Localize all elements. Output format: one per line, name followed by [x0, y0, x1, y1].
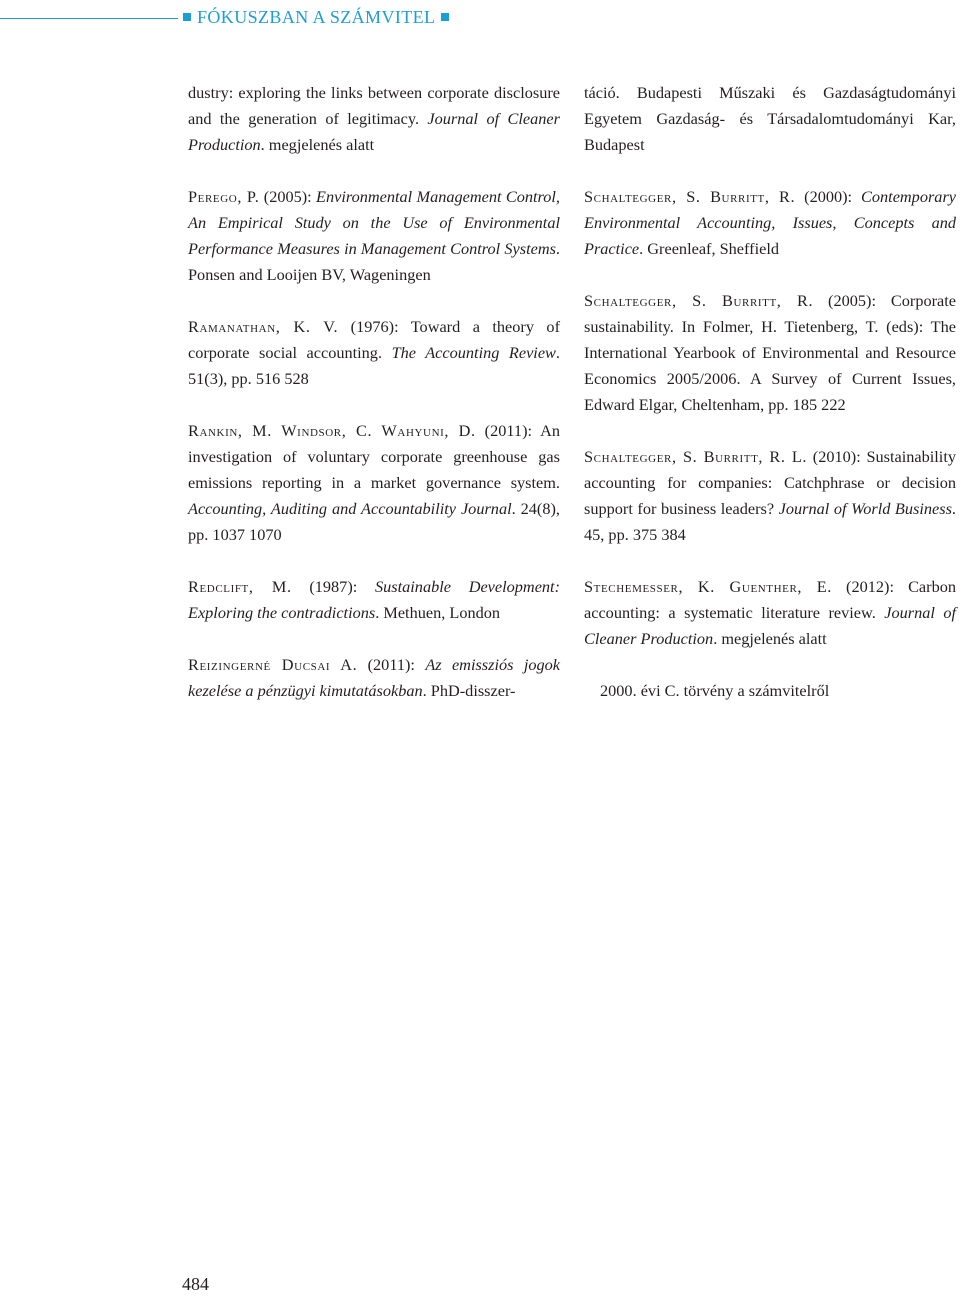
- ref-title: Environmental Management Control, An Empirical Study on the Use of Environmental Performance Measures in Management Control Systems: [188, 187, 560, 258]
- ref-journal: Journal of World Business: [778, 499, 952, 518]
- left-column: [188, 80, 560, 730]
- ref-text: . 24(8), pp. 1037 1070: [188, 499, 560, 544]
- reference-entry: [584, 80, 956, 158]
- ref-journal: Journal of Cleaner Production: [188, 109, 560, 154]
- ref-text: . megjelenés alatt: [260, 135, 375, 154]
- reference-entry: [584, 678, 956, 704]
- ref-title: Sustainable Development: Exploring the contradictions: [188, 577, 561, 622]
- running-header: [0, 5, 960, 29]
- header-title-block: [178, 5, 455, 29]
- ref-text: (2012): Carbon accounting: a systematic literature review.: [584, 577, 956, 622]
- header-title: FÓKUSZBAN A SZÁMVITEL: [197, 7, 436, 27]
- ref-text: . Ponsen and Looijen BV, Wageningen: [188, 239, 560, 284]
- ref-text: . Greenleaf, Sheffield: [639, 239, 779, 258]
- ref-text: . 51(3), pp. 516 528: [188, 343, 560, 388]
- reference-entry: [584, 288, 956, 418]
- ref-text: (2010): Sustainability accounting for companies: Catchphrase or decision support for business leaders?: [584, 447, 956, 518]
- reference-entry: [188, 314, 560, 392]
- ref-text: (1976): Toward a theory of corporate social accounting.: [188, 317, 560, 362]
- ref-author: Schaltegger, S. Burritt, R.: [584, 187, 796, 206]
- header-rule: [0, 18, 178, 19]
- ref-author: Stechemesser, K. Guenther, E.: [584, 577, 832, 596]
- ref-title: Az emissziós jogok kezelése a pénzügyi kimutatásokban: [188, 655, 561, 700]
- ref-text: dustry: exploring the links between corporate disclosure and the generation of legitimacy.: [188, 83, 560, 128]
- ref-author: Rankin, M. Windsor, C. Wahyuni, D.: [188, 421, 476, 440]
- reference-entry: [188, 652, 560, 704]
- reference-entry: [584, 444, 956, 548]
- ref-text: (2011): An investigation of voluntary corporate greenhouse gas emissions reporting in a market governance system.: [188, 421, 561, 492]
- square-bullet-icon: [183, 13, 191, 21]
- reference-entry: [188, 418, 560, 548]
- reference-entry: [584, 184, 956, 262]
- ref-text: . Methuen, London: [375, 603, 501, 622]
- ref-author: Ramanathan, K. V.: [188, 317, 339, 336]
- ref-author: Redclift, M.: [188, 577, 292, 596]
- ref-author: Perego, P.: [188, 187, 260, 206]
- ref-text: (2005): Corporate sustainability. In Folmer, H. Tietenberg, T. (eds): The International Yearbook of Environmental and Resource Economics 2005/2006. A Survey of Current Issues, Edward Elgar, Cheltenham, pp. 185 222: [584, 291, 957, 414]
- ref-text: (2005):: [259, 187, 317, 206]
- ref-text: táció. Budapesti Műszaki és Gazdaságtudományi Egyetem Gazdaság- és Társadalomtudományi Kar, Budapest: [584, 83, 956, 154]
- ref-journal: Accounting, Auditing and Accountability Journal: [188, 499, 512, 518]
- ref-author: Schaltegger, S. Burritt, R. L.: [584, 447, 808, 466]
- square-bullet-icon: [441, 13, 449, 21]
- page-number: 484: [182, 1274, 209, 1294]
- ref-author: Schaltegger, S. Burritt, R.: [584, 291, 814, 310]
- reference-entry: [584, 574, 956, 652]
- ref-text: (2011):: [357, 655, 426, 674]
- reference-entry: [188, 574, 560, 626]
- reference-entry: [188, 80, 560, 158]
- ref-journal: The Accounting Review: [391, 343, 556, 362]
- ref-text: (2000):: [795, 187, 862, 206]
- ref-author: Reizingerné Ducsai A.: [188, 655, 358, 674]
- ref-text: . 45, pp. 375 384: [584, 499, 956, 544]
- ref-text: . megjelenés alatt: [713, 629, 827, 648]
- ref-text: 2000. évi C. törvény a számvitelről: [600, 681, 830, 700]
- ref-journal: Journal of Cleaner Production: [584, 603, 956, 648]
- right-column: [584, 80, 956, 730]
- ref-title: Contemporary Environmental Accounting, Issues, Concepts and Practice: [584, 187, 956, 258]
- ref-text: . PhD-disszer-: [422, 681, 516, 700]
- reference-entry: [188, 184, 560, 288]
- ref-text: (1987):: [291, 577, 375, 596]
